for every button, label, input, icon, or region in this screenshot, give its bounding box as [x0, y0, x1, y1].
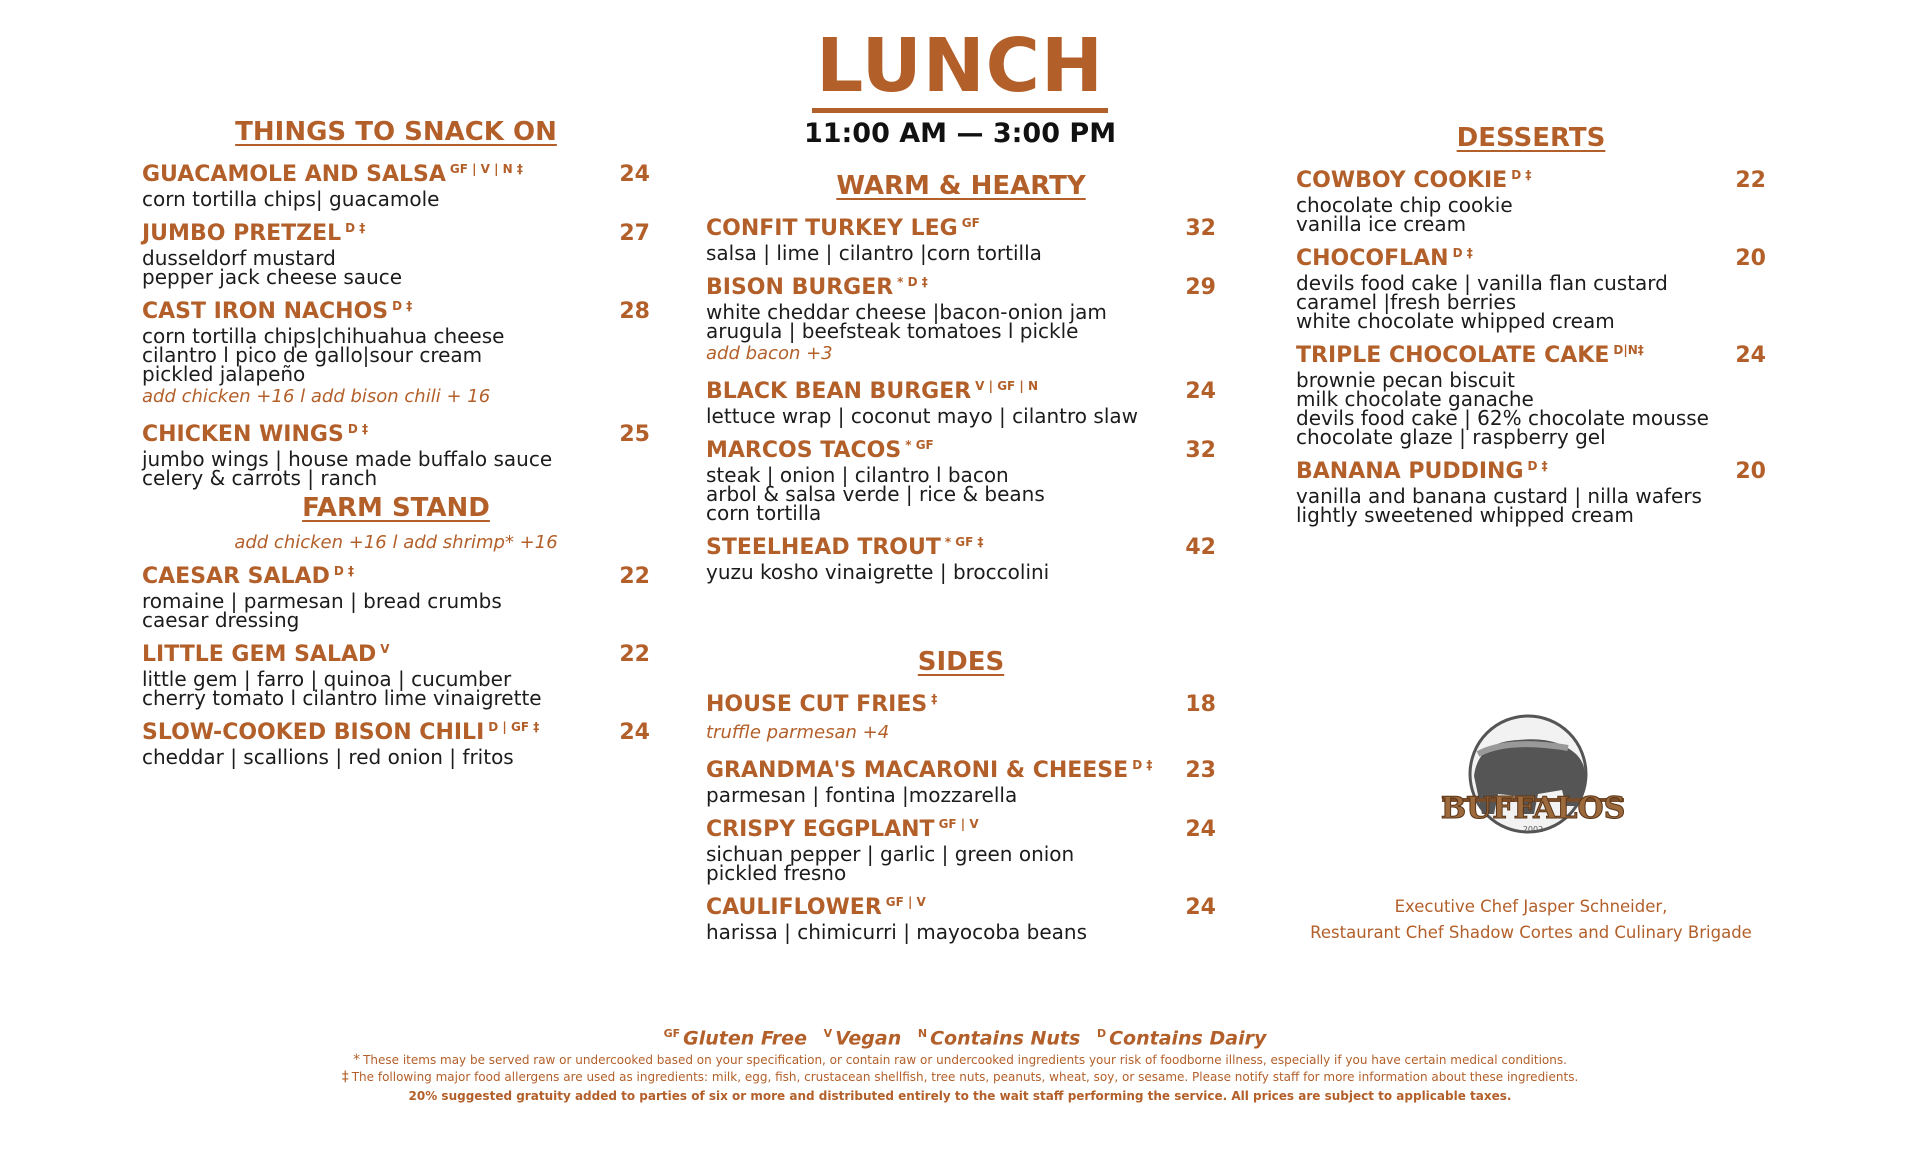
menu-item [142, 154, 650, 209]
menu-item-description [706, 842, 1216, 885]
section-farm [142, 492, 650, 767]
allergen-tags: V | GF | N [975, 379, 1039, 393]
menu-item-price: 24 [1185, 895, 1216, 920]
menu-item-title: CHOCOFLAN [1296, 246, 1449, 271]
menu-item-title: CAESAR SALAD [142, 564, 330, 589]
description-line: salsa | lime | cilantro |corn tortilla [706, 241, 1042, 265]
menu-item-title: CRISPY EGGPLANT [706, 817, 935, 842]
menu-item-header [1296, 238, 1766, 274]
menu-item-name [706, 527, 984, 563]
menu-item-title: LITTLE GEM SALAD [142, 642, 377, 667]
menu-item-description [1296, 193, 1766, 236]
menu-item-name [706, 887, 926, 923]
footnote-text: The following major food allergens are used as ingredients: milk, egg, fish, crustacean shellfish, tree nuts, peanuts, wheat, soy, or sesame. Please notify staff for more information about these ingredients. [351, 1070, 1579, 1085]
description-line: chocolate glaze | raspberry gel [1296, 425, 1606, 449]
menu-item-header [1296, 451, 1766, 487]
description-line: corn tortilla chips|chihuahua cheese [142, 324, 505, 348]
menu-item-title: MARCOS TACOS [706, 438, 902, 463]
legend-mark: GF [663, 1027, 681, 1040]
description-line: pickled fresno [706, 861, 847, 885]
menu-item-price: 20 [1735, 459, 1766, 484]
logo-year: 2002 [1522, 825, 1544, 834]
description-line: corn tortilla [706, 501, 822, 525]
menu-item-name [1296, 238, 1473, 274]
description-line: cilantro l pico de gallo|sour cream [142, 343, 483, 367]
menu-item-header [142, 556, 650, 592]
description-line: sichuan pepper | garlic | green onion [706, 842, 1075, 866]
footnote-mark: ‡ [341, 1069, 349, 1086]
menu-item [706, 887, 1216, 942]
menu-item [706, 809, 1216, 883]
description-line: caesar dressing [142, 608, 300, 632]
chef-line-1: Executive Chef Jasper Schneider, [1394, 897, 1668, 916]
lunch-hours: 11:00 AM — 3:00 PM [803, 118, 1117, 149]
menu-item-price: 22 [1735, 168, 1766, 193]
menu-item-name [706, 267, 928, 303]
description-line: milk chocolate ganache [1296, 387, 1534, 411]
legend-mark: D [1096, 1027, 1107, 1040]
menu-item-description [706, 920, 1216, 944]
legend-label: Vegan [835, 1027, 902, 1050]
allergen-tags: D ‡ [1511, 168, 1532, 182]
menu-item-description [706, 300, 1216, 343]
menu-item-header [706, 527, 1216, 563]
description-line: devils food cake | vanilla flan custard [1296, 271, 1668, 295]
description-line: vanilla ice cream [1296, 212, 1467, 236]
menu-item-price: 24 [1185, 817, 1216, 842]
menu-item-header [706, 684, 1216, 720]
section-snack [142, 116, 650, 488]
menu-item [706, 208, 1216, 263]
allergen-legend [0, 1020, 1920, 1052]
menu-item [142, 634, 650, 708]
menu-item-price: 24 [619, 162, 650, 187]
menu-item-description [142, 589, 650, 632]
footnote-mark: * [353, 1052, 361, 1069]
menu-item-price: 20 [1735, 246, 1766, 271]
menu-item-description [706, 783, 1216, 807]
menu-footer [0, 1020, 1920, 1106]
menu-item-name [142, 291, 412, 327]
menu-item-price: 23 [1185, 758, 1216, 783]
menu-item-title: CONFIT TURKEY LEG [706, 216, 958, 241]
footnote-allergens [0, 1069, 1920, 1086]
gratuity-note: 20% suggested gratuity added to parties of six or more and distributed entirely to the wait staff performing the service. All prices are subject to applicable taxes. [408, 1089, 1512, 1104]
menu-item-description [1296, 368, 1766, 449]
menu-item-addon: add chicken +16 l add bison chili + 16 [142, 386, 491, 407]
menu-item-description [706, 463, 1216, 525]
menu-item-description [142, 745, 650, 769]
description-line: cherry tomato l cilantro lime vinaigrette [142, 686, 542, 710]
allergen-tags: GF | V | N ‡ [449, 162, 523, 176]
menu-item-name [142, 712, 539, 748]
legend-label: Gluten Free [683, 1027, 807, 1050]
menu-item [1296, 238, 1766, 331]
menu-item [142, 291, 650, 410]
bison-logo-icon [1438, 714, 1628, 846]
description-line: celery & carrots | ranch [142, 466, 378, 490]
menu-item [706, 684, 1216, 746]
footnote-text: These items may be served raw or undercooked based on your specification, or contain raw or undercooked ingredients your risk of foodborne illness, especially if you have certain medical conditions. [363, 1053, 1567, 1068]
description-line: white chocolate whipped cream [1296, 309, 1615, 333]
menu-item-name [142, 414, 368, 450]
allergen-tags: GF | V [885, 895, 926, 909]
menu-item-header [142, 213, 650, 249]
section-heading: SIDES [917, 647, 1005, 677]
allergen-tags: D ‡ [345, 221, 366, 235]
allergen-tags: * GF ‡ [944, 535, 984, 549]
menu-item-name [142, 634, 390, 670]
menu-item-description [706, 404, 1216, 428]
menu-item-price: 25 [619, 422, 650, 447]
menu-item-header [706, 267, 1216, 303]
section-heading: THINGS TO SNACK ON [235, 117, 557, 147]
menu-item-price: 18 [1185, 692, 1216, 717]
allergen-tags: V [380, 642, 390, 656]
menu-item [1296, 451, 1766, 525]
menu-item-name [706, 750, 1152, 786]
description-line: caramel |fresh berries [1296, 290, 1517, 314]
menu-item-addon: add bacon +3 [706, 343, 833, 364]
description-line: yuzu kosho vinaigrette | broccolini [706, 560, 1050, 584]
menu-item [706, 430, 1216, 523]
menu-item-header [1296, 335, 1766, 371]
legend-label: Contains Nuts [930, 1027, 1081, 1050]
menu-item-description [142, 246, 650, 289]
chef-credits [1296, 894, 1766, 946]
section-heading: DESSERTS [1456, 123, 1606, 153]
menu-item [142, 213, 650, 287]
section-desserts [1296, 122, 1766, 525]
logo-wordmark: BUFFALOS [1440, 791, 1626, 826]
description-line: devils food cake | 62% chocolate mousse [1296, 406, 1709, 430]
menu-item-name [1296, 160, 1531, 196]
menu-item-title: HOUSE CUT FRIES [706, 692, 928, 717]
allergen-tags: D ‡ [392, 299, 413, 313]
menu-item-title: JUMBO PRETZEL [142, 221, 342, 246]
menu-item-header [706, 208, 1216, 244]
menu-item [142, 556, 650, 630]
menu-item-header [142, 154, 650, 190]
description-line: steak | onion | cilantro l bacon [706, 463, 1009, 487]
description-line: dusseldorf mustard [142, 246, 336, 270]
description-line: corn tortilla chips| guacamole [142, 187, 440, 211]
menu-item-name [706, 430, 934, 466]
allergen-tags: GF | V [938, 817, 979, 831]
menu-item-description [706, 560, 1216, 584]
menu-item-header [142, 414, 650, 450]
menu-item-title: COWBOY COOKIE [1296, 168, 1508, 193]
menu-item-description [706, 241, 1216, 265]
allergen-tags: D | GF ‡ [488, 720, 540, 734]
allergen-tags: D|N‡ [1613, 343, 1644, 357]
allergen-tags: D ‡ [1452, 246, 1473, 260]
section-heading: WARM & HEARTY [836, 171, 1086, 201]
menu-item-description [142, 667, 650, 710]
section-warm [706, 170, 1216, 582]
menu-item-title: CHICKEN WINGS [142, 422, 344, 447]
menu-item-price: 22 [619, 564, 650, 589]
menu-item-title: BLACK BEAN BURGER [706, 379, 972, 404]
menu-item-addon: truffle parmesan +4 [706, 722, 890, 743]
menu-item-name [1296, 335, 1644, 371]
description-line: chocolate chip cookie [1296, 193, 1513, 217]
column-right [1296, 122, 1766, 529]
menu-item-header [706, 371, 1216, 407]
description-line: vanilla and banana custard | nilla wafers [1296, 484, 1702, 508]
menu-item-price: 28 [619, 299, 650, 324]
allergen-tags: D ‡ [333, 564, 354, 578]
menu-item [142, 414, 650, 488]
menu-item-price: 42 [1185, 535, 1216, 560]
menu-item-title: BANANA PUDDING [1296, 459, 1524, 484]
menu-item-description [142, 187, 650, 211]
menu-item-header [142, 712, 650, 748]
description-line: lightly sweetened whipped cream [1296, 503, 1634, 527]
column-middle [706, 170, 1216, 946]
allergen-tags: ‡ [931, 692, 938, 706]
menu-item-name [142, 213, 365, 249]
menu-item [142, 712, 650, 767]
description-line: lettuce wrap | coconut mayo | cilantro slaw [706, 404, 1138, 428]
menu-item-price: 24 [1185, 379, 1216, 404]
section-heading: FARM STAND [302, 493, 490, 523]
allergen-tags: * GF [905, 438, 934, 452]
column-left [142, 116, 650, 771]
description-line: jumbo wings | house made buffalo sauce [142, 447, 553, 471]
menu-item-title: STEELHEAD TROUT [706, 535, 941, 560]
allergen-tags: D ‡ [347, 422, 368, 436]
description-line: pepper jack cheese sauce [142, 265, 403, 289]
allergen-tags: GF [961, 216, 980, 230]
menu-item-price: 32 [1185, 216, 1216, 241]
footnote-raw [0, 1052, 1920, 1069]
menu-item-header [706, 750, 1216, 786]
menu-item [706, 527, 1216, 582]
menu-item [706, 750, 1216, 805]
menu-item-header [142, 291, 650, 327]
allergen-tags: D ‡ [1132, 758, 1153, 772]
menu-item-header [706, 887, 1216, 923]
menu-item-title: CAST IRON NACHOS [142, 299, 389, 324]
description-line: little gem | farro | quinoa | cucumber [142, 667, 512, 691]
menu-item-title: BISON BURGER [706, 275, 894, 300]
allergen-tags: D ‡ [1527, 459, 1548, 473]
description-line: arbol & salsa verde | rice & beans [706, 482, 1045, 506]
menu-item-description [142, 324, 650, 386]
menu-item-header [142, 634, 650, 670]
description-line: white cheddar cheese |bacon-onion jam [706, 300, 1107, 324]
menu-item-price: 27 [619, 221, 650, 246]
menu-item-title: SLOW-COOKED BISON CHILI [142, 720, 485, 745]
menu-item-price: 29 [1185, 275, 1216, 300]
menu-title: LUNCH [812, 24, 1108, 113]
menu-item-description [1296, 271, 1766, 333]
menu-item-header [1296, 160, 1766, 196]
description-line: pickled jalapeño [142, 362, 306, 386]
chef-line-2: Restaurant Chef Shadow Cortes and Culinary Brigade [1310, 923, 1752, 942]
menu-item-description [142, 447, 650, 490]
menu-item [706, 371, 1216, 426]
menu-item-title: GRANDMA'S MACARONI & CHEESE [706, 758, 1129, 783]
menu-item-title: CAULIFLOWER [706, 895, 882, 920]
menu-item-name [706, 809, 979, 845]
description-line: brownie pecan biscuit [1296, 368, 1515, 392]
menu-item-price: 22 [619, 642, 650, 667]
description-line: harissa | chimicurri | mayocoba beans [706, 920, 1088, 944]
menu-item-name [706, 684, 937, 720]
menu-item-price: 24 [619, 720, 650, 745]
description-line: arugula | beefsteak tomatoes l pickle [706, 319, 1079, 343]
description-line: romaine | parmesan | bread crumbs [142, 589, 502, 613]
menu-item-price: 24 [1735, 343, 1766, 368]
section-addon: add chicken +16 l add shrimp* +16 [234, 532, 558, 553]
allergen-tags: * D ‡ [897, 275, 928, 289]
section-sides [706, 646, 1216, 942]
legend-mark: V [823, 1027, 833, 1040]
menu-item-name [706, 208, 980, 244]
section-gap [706, 586, 1216, 646]
menu-item-title: GUACAMOLE AND SALSA [142, 162, 446, 187]
menu-item-title: TRIPLE CHOCOLATE CAKE [1296, 343, 1610, 368]
menu-item-name [1296, 451, 1548, 487]
menu-item-header [706, 430, 1216, 466]
description-line: cheddar | scallions | red onion | fritos [142, 745, 514, 769]
menu-item-description [1296, 484, 1766, 527]
legend-mark: N [917, 1027, 928, 1040]
menu-item [1296, 335, 1766, 447]
menu-item [1296, 160, 1766, 234]
menu-item-header [706, 809, 1216, 845]
menu-item-name [142, 154, 523, 190]
legend-label: Contains Dairy [1109, 1027, 1267, 1050]
menu-item-name [706, 371, 1038, 407]
menu-item [706, 267, 1216, 367]
menu-title-wrap [0, 24, 1920, 113]
menu-item-name [142, 556, 354, 592]
description-line: parmesan | fontina |mozzarella [706, 783, 1018, 807]
menu-item-price: 32 [1185, 438, 1216, 463]
